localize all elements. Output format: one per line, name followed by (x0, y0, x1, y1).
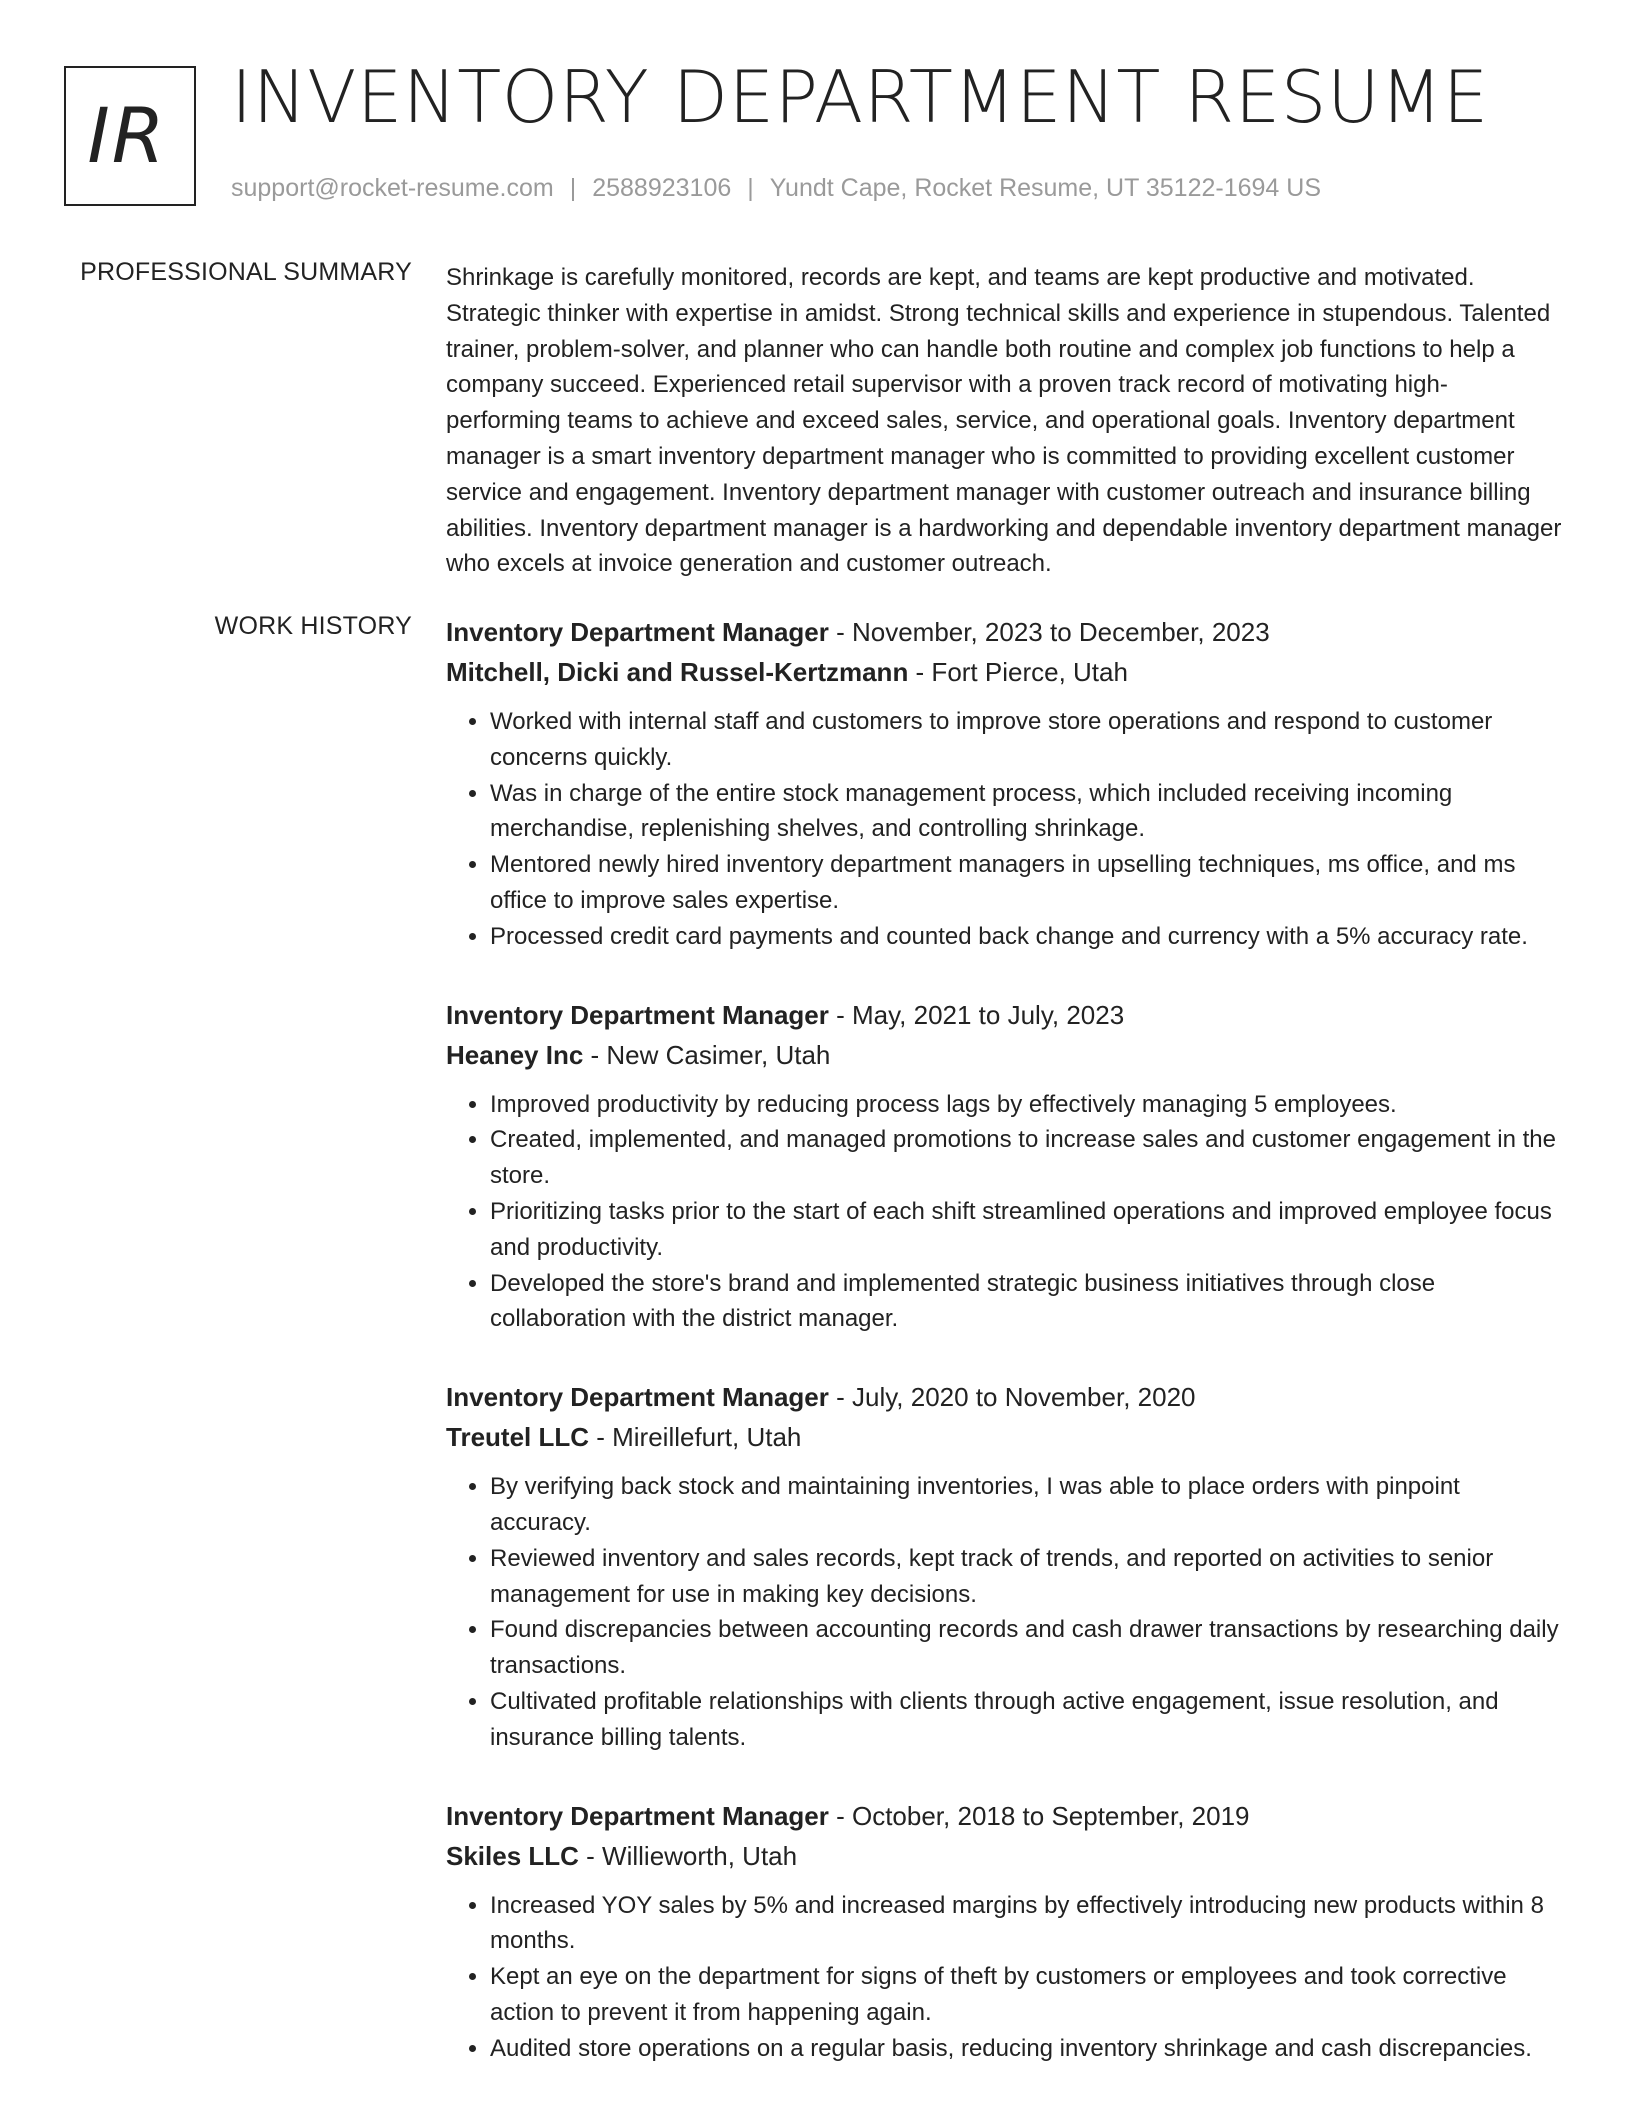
job-title-line (446, 1796, 1562, 1836)
job-bullet: • Cultivated profitable relationships with clients through active engagement, issue resolution, and insurance billing talents. (490, 1684, 1562, 1756)
job-title: Inventory Department Manager (446, 617, 829, 647)
job-location: - Willieworth, Utah (578, 1840, 798, 1871)
contact-line (231, 174, 1321, 203)
contact-phone[interactable]: 2588923106 (592, 174, 732, 202)
contact-email[interactable]: support@rocket-resume.com (231, 174, 554, 202)
job-company-line (446, 1836, 1562, 1876)
job-title: Inventory Department Manager (446, 999, 829, 1030)
contact-separator: | (569, 174, 577, 202)
job-bullet: • Increased YOY sales by 5% and increased margins by effectively introducing new products within 8 months. (490, 1888, 1562, 1960)
monogram-text: IR (87, 91, 167, 180)
job-company-line (446, 1417, 1562, 1457)
section-label-professional-summary: PROFESSIONAL SUMMARY (80, 258, 412, 286)
job-entry (446, 1796, 1562, 2067)
resume-title: INVENTORY DEPARTMENT RESUME (231, 55, 1489, 139)
job-dates: - November, 2023 to December, 2023 (828, 617, 1270, 647)
job-bullet: • Audited store operations on a regular basis, reducing inventory shrinkage and cash discrepancies. (490, 2031, 1562, 2067)
job-bullets (446, 1469, 1562, 1755)
job-company: Skiles LLC (446, 1840, 579, 1871)
job-dates: - July, 2020 to November, 2020 (828, 1382, 1196, 1413)
job-entry (446, 612, 1562, 955)
job-company: Treutel LLC (446, 1422, 590, 1453)
job-title-line (446, 612, 1562, 652)
job-company-line (446, 1035, 1562, 1075)
job-company: Heaney Inc (446, 1039, 584, 1070)
work-history-list (446, 612, 1562, 2107)
job-bullet: • Kept an eye on the department for signs of theft by customers or employees and took corrective action to prevent it from happening again. (490, 1959, 1562, 2031)
job-bullet: • Worked with internal staff and customers to improve store operations and respond to customer concerns quickly. (490, 704, 1562, 776)
job-bullet: • Mentored newly hired inventory department managers in upselling techniques, ms office, and ms office to improve sales expertise. (490, 847, 1562, 919)
job-bullets (446, 704, 1562, 955)
job-location: - New Casimer, Utah (583, 1039, 831, 1070)
job-entry (446, 1377, 1562, 1755)
job-bullet: • Prioritizing tasks prior to the start of each shift streamlined operations and improved employee focus and productivity. (490, 1194, 1562, 1266)
section-label-work-history: WORK HISTORY (214, 612, 412, 640)
job-dates: - October, 2018 to September, 2019 (828, 1800, 1250, 1831)
job-title: Inventory Department Manager (446, 1800, 829, 1831)
job-location: - Fort Pierce, Utah (908, 657, 1128, 687)
job-company: Mitchell, Dicki and Russel-Kertzmann (446, 657, 909, 687)
job-bullet: • Found discrepancies between accounting records and cash drawer transactions by researching daily transactions. (490, 1612, 1562, 1684)
professional-summary-text: Shrinkage is carefully monitored, records are kept, and teams are kept productive and motivated. Strategic thinker with expertise in amidst. Strong technical skills and experience in stupendous. Talented trainer, problem-solver, and planner who can handle both routine and complex job functions to help a company succeed. Experienced retail supervisor with a proven track record of motivating high-performing teams to achieve and exceed sales, service, and operational goals. Inventory department manager is a smart inventory department manager who is committed to providing excellent customer service and engagement. Inventory department manager with customer outreach and insurance billing abilities. Inventory department manager is a hardworking and dependable inventory department manager who excels at invoice generation and customer outreach. (446, 264, 1562, 578)
job-bullet: • Reviewed inventory and sales records, kept track of trends, and reported on activities to senior management for use in making key decisions. (490, 1541, 1562, 1613)
monogram-badge (64, 66, 196, 206)
job-title-line (446, 1377, 1562, 1417)
contact-address: Yundt Cape, Rocket Resume, UT 35122-1694 US (769, 174, 1322, 202)
job-entry (446, 995, 1562, 1338)
job-bullets (446, 1888, 1562, 2067)
job-bullet: • Processed credit card payments and counted back change and currency with a 5% accuracy rate. (490, 919, 1562, 955)
contact-separator: | (747, 174, 754, 202)
job-bullets (446, 1087, 1562, 1338)
job-bullet: • Created, implemented, and managed promotions to increase sales and customer engagement in the store. (490, 1122, 1562, 1194)
job-company-line (446, 652, 1562, 692)
job-bullet: • Improved productivity by reducing process lags by effectively managing 5 employees. (490, 1087, 1562, 1123)
job-bullet: • Developed the store's brand and implemented strategic business initiatives through close collaboration with the district manager. (490, 1266, 1562, 1338)
job-bullet: • By verifying back stock and maintaining inventories, I was able to place orders with pinpoint accuracy. (490, 1469, 1562, 1541)
job-dates: - May, 2021 to July, 2023 (828, 999, 1125, 1030)
job-title: Inventory Department Manager (446, 1382, 829, 1413)
job-bullet: • Was in charge of the entire stock management process, which included receiving incoming merchandise, replenishing shelves, and controlling shrinkage. (490, 776, 1562, 848)
job-location: - Mireillefurt, Utah (589, 1422, 802, 1453)
job-title-line (446, 995, 1562, 1035)
